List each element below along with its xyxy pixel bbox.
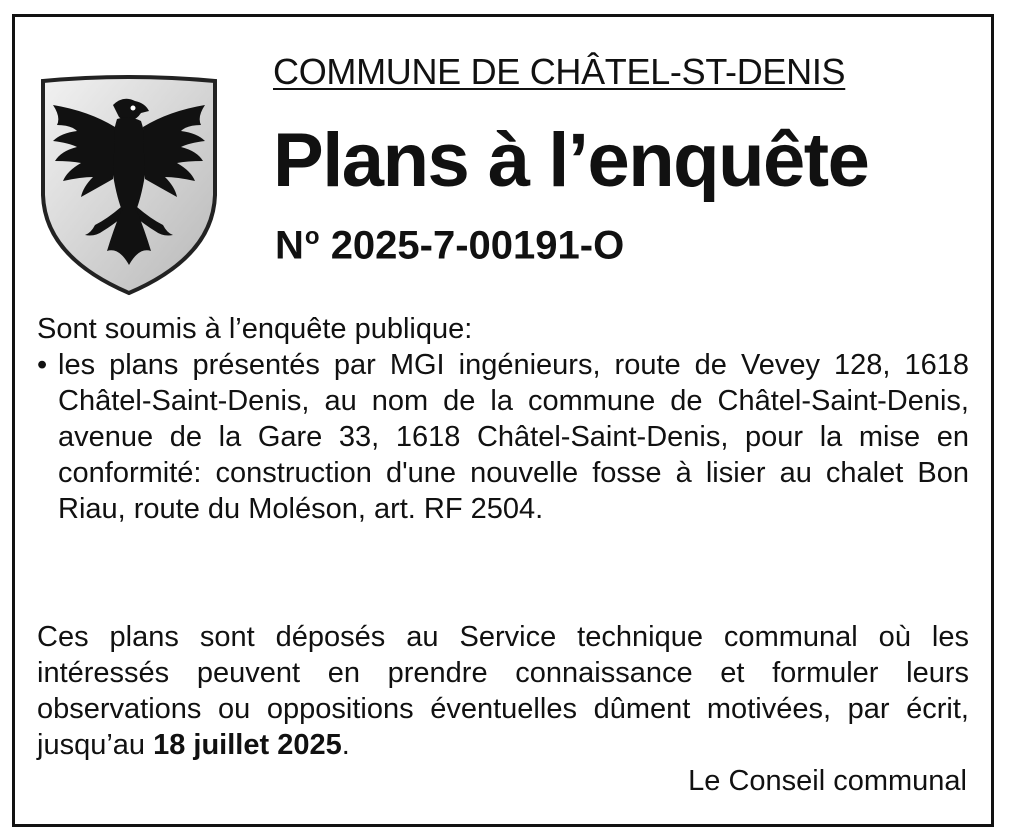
commune-name: COMMUNE DE CHÂTEL-ST-DENIS [273,51,846,92]
notice-frame [12,14,994,827]
number-superscript: o [304,223,320,250]
paragraph-main: Ces plans sont déposés au Service technique communal où les intéressés peuvent en prendre connaissance et formuler leurs observations ou oppositions éventuelles dûment motivées, par écrit, jusqu’au [37,621,969,761]
number-prefix: N [275,223,304,268]
paragraph-end: . [341,729,350,761]
bullet-icon: • [37,349,48,381]
number-value: 2025-7-00191-O [330,223,625,268]
bullet-text: les plans présentés par MGI ingénieurs, route de Vevey 128, 1618 Châtel-Saint-Denis, au nom de la commune de Châtel-Saint-Denis, avenue de la Gare 33, 1618 Châtel-Saint-Denis, pour la mise en conformité: construction d'une nouvelle fosse à lisier au chalet Bon Riau, route du Moléson, art. RF 2504. [58,349,969,525]
deadline-date: 18 juillet 2025 [153,729,342,761]
page-title: Plans à l’enquête [273,118,869,203]
file-number [275,223,625,268]
intro-text: Sont soumis à l’enquête publique: [37,313,473,345]
signature: Le Conseil communal [688,765,967,797]
eagle-coat-of-arms-icon [37,75,221,297]
deposit-paragraph [37,619,969,763]
